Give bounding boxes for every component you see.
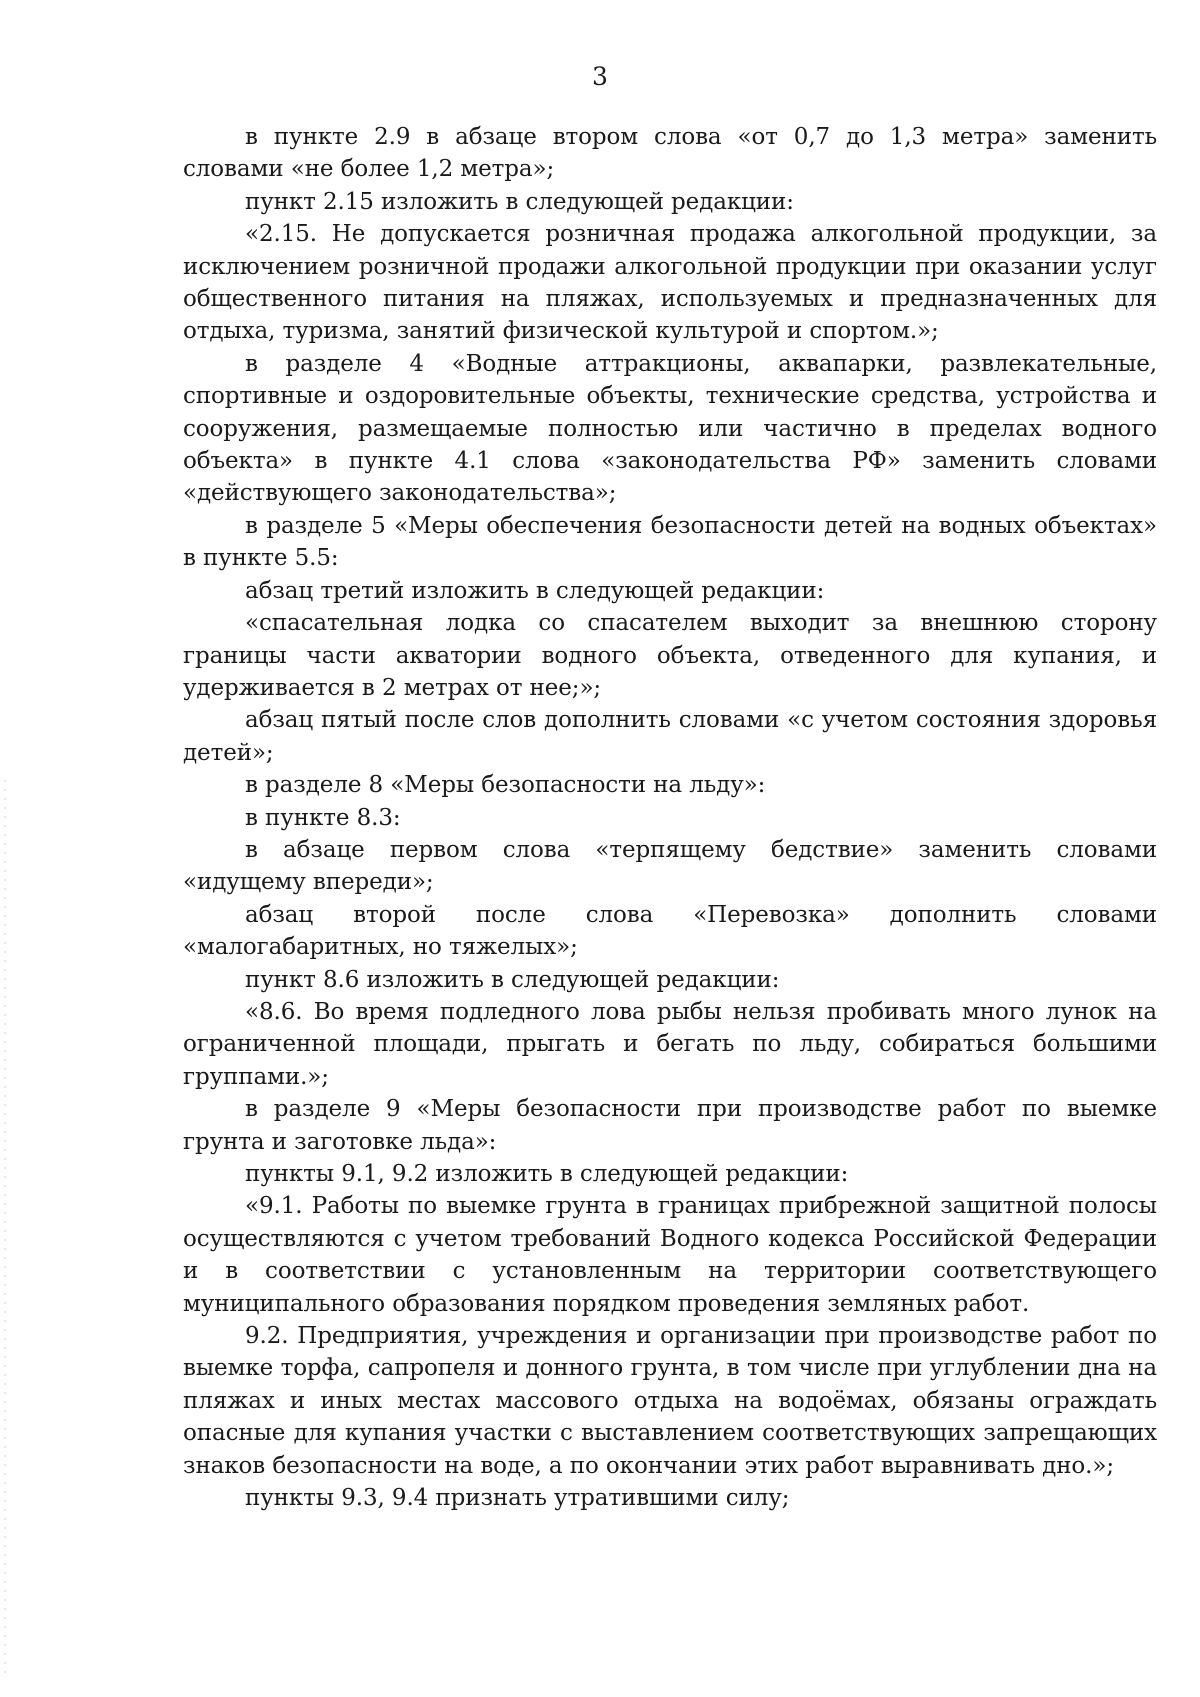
paragraph-item-9-1-text: «9.1. Работы по выемке грунта в границах прибрежной защитной полосы осуществляются с учетом требований Водного кодекса Российской Федерации и в соответствии с установленным на территории соответствующего муниципального образования порядком проведения земляных работ.	[183, 1193, 1157, 1317]
paragraph-section-5: в разделе 5 «Меры обеспечения безопасности детей на водных объектах» в пункте 5.5:	[183, 512, 1157, 572]
paragraph-section-5-third-intro: абзац третий изложить в следующей редакции:	[245, 577, 825, 604]
paragraph-item-8-3: в пункте 8.3:	[245, 804, 401, 831]
paragraph-section-8: в разделе 8 «Меры безопасности на льду»:	[245, 772, 766, 799]
paragraph-items-9-1-9-2-intro: пункты 9.1, 9.2 изложить в следующей редакции:	[245, 1161, 849, 1187]
page-number: 3	[592, 62, 608, 91]
document-body	[183, 121, 1157, 1514]
paragraph-item-8-3-first: в абзаце первом слова «терпящему бедствие» заменить словами «идущему впереди»;	[183, 836, 1157, 896]
paragraph-section-5-third-text: «спасательная лодка со спасателем выходит за внешнюю сторону границы части акватории водного объекта, отведенного для купания, и удерживается в 2 метрах от нее;»;	[183, 610, 1157, 701]
paragraph-item-2-9: в пункте 2.9 в абзаце втором слова «от 0,7 до 1,3 метра» заменить словами «не более 1,2 метра»;	[183, 124, 1157, 183]
scan-edge-marks	[4, 780, 6, 1680]
paragraph-item-2-15-intro: пункт 2.15 изложить в следующей редакции:	[245, 188, 794, 215]
paragraph-section-9: в разделе 9 «Меры безопасности при производстве работ по выемке грунта и заготовке льда»:	[183, 1096, 1157, 1155]
paragraph-item-8-6-text: «8.6. Во время подледного лова рыбы нельзя пробивать много лунок на ограниченной площади, прыгать и бегать по льду, собираться большими группами.»;	[183, 998, 1157, 1090]
paragraph-item-2-15-text: «2.15. Не допускается розничная продажа алкогольной продукции, за исключением розничной продажи алкогольной продукции при оказании услуг общественного питания на пляжах, используемых и предназначенных для отдыха, туризма, занятий физической культурой и спортом.»;	[183, 221, 1157, 345]
paragraph-item-9-2-text: 9.2. Предприятия, учреждения и организации при производстве работ по выемке торфа, сапропеля и донного грунта, в том числе при углублении дна на пляжах и иных местах массового отдыха на водоёмах, обязаны ограждать опасные для купания участки с выставлением соответствующих запрещающих знаков безопасности на воде, а по окончании этих работ выравнивать дно.»;	[183, 1323, 1157, 1479]
paragraph-item-8-6-intro: пункт 8.6 изложить в следующей редакции:	[245, 966, 780, 993]
paragraph-item-8-3-second: абзац второй после слова «Перевозка» дополнить словами «малогабаритных, но тяжелых»;	[183, 901, 1157, 961]
paragraph-items-9-3-9-4: пункты 9.3, 9.4 признать утратившими силу;	[245, 1485, 790, 1512]
paragraph-section-5-fifth: абзац пятый после слов дополнить словами «с учетом состояния здоровья детей»;	[183, 707, 1157, 766]
paragraph-section-4: в разделе 4 «Водные аттракционы, аквапарки, развлекательные, спортивные и оздоровительные объекты, технические средства, устройства и сооружения, размещаемые полностью или частично в пределах водного объекта» в пункте 4.1 слова «законодательства РФ» заменить словами «действующего законодательства»;	[183, 350, 1157, 507]
